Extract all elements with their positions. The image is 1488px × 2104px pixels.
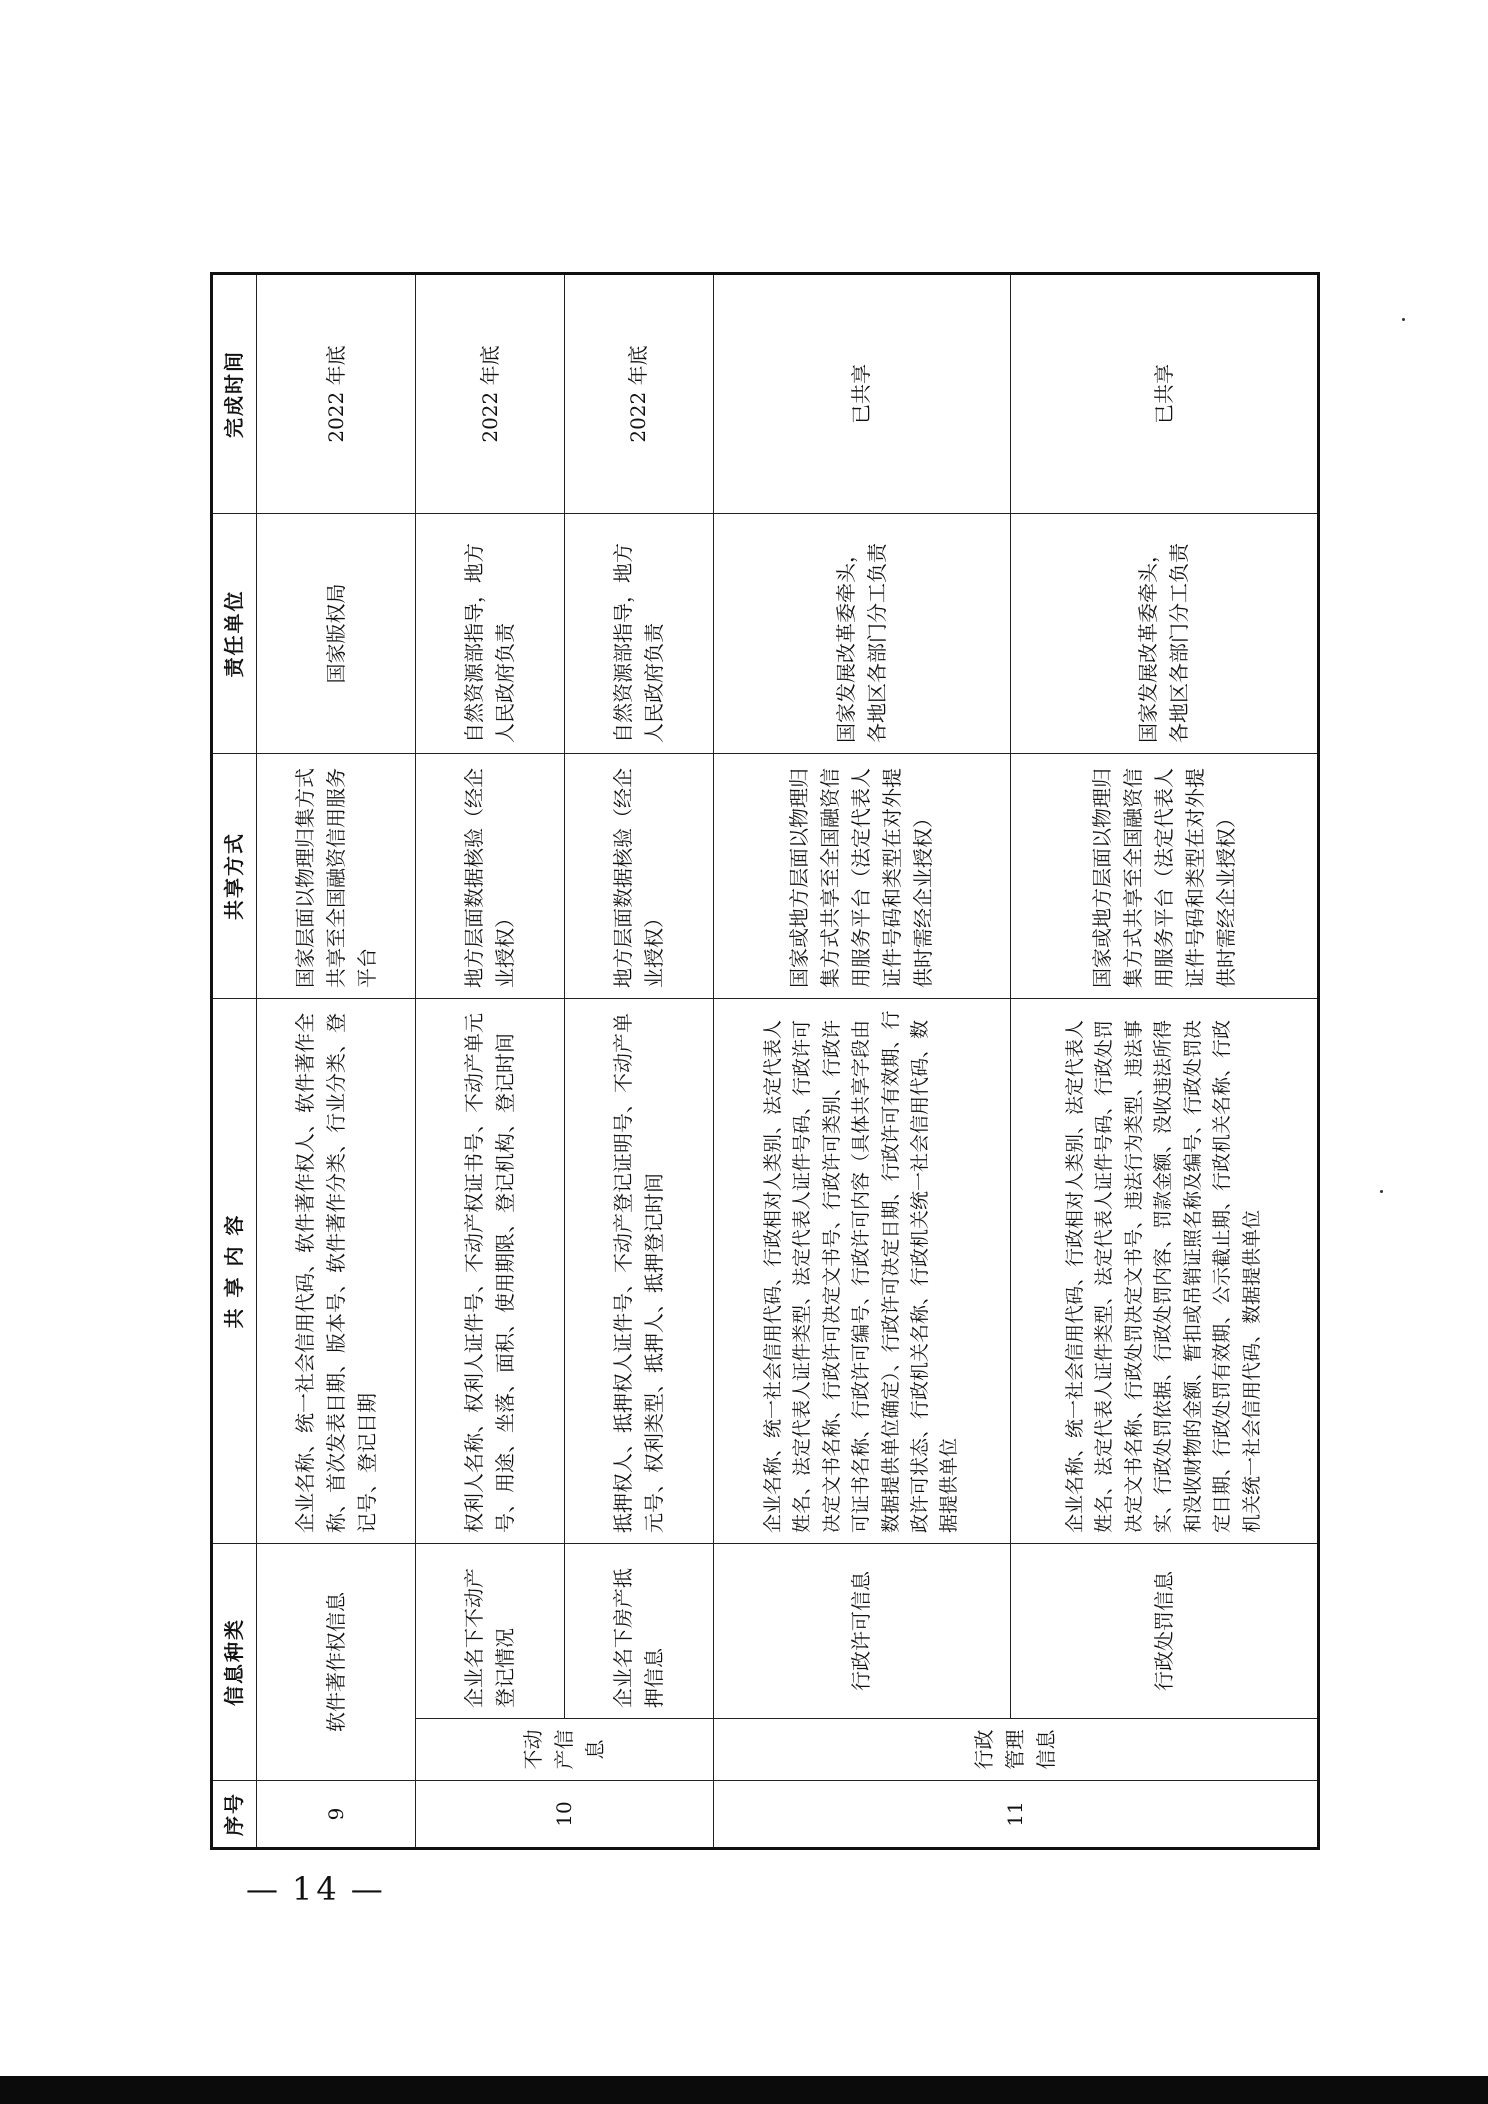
row-category: 企业名下房产抵押信息 <box>564 1544 713 1719</box>
scan-speck <box>1380 1190 1383 1193</box>
row-method: 国家层面以物理归集方式共享至全国融资信用服务平台 <box>257 754 416 999</box>
row-content: 企业名称、统一社会信用代码、行政相对人类别、法定代表人姓名、法定代表人证件类型、法定代表人证件号码、行政处罚决定文书名称、行政处罚决定文书号、违法行为类型、违法事实、行政处罚依据、行政处罚内容、罚款金额、没收违法所得和没收财物的金额、暂扣或吊销证照名称及编号、行政处罚决定日期、行政处罚有效期、公示截止期、行政机关名称、行政机关统一社会信用代码、数据提供单位 <box>1011 999 1319 1544</box>
rotated-table <box>210 275 1320 1850</box>
header-unit: 责任单位 <box>212 514 257 754</box>
rotated-table-region <box>210 275 1488 1836</box>
table-header-row <box>212 274 257 1849</box>
row-category: 企业名下不动产登记情况 <box>416 1544 565 1719</box>
row-time: 已共享 <box>713 274 1010 514</box>
page-dash-right: — <box>350 1870 387 1908</box>
row-category: 软件著作权信息 <box>257 1544 416 1781</box>
table-row <box>257 274 416 1849</box>
row-group: 不动产信息 <box>416 1719 713 1781</box>
row-method: 地方层面数据核验（经企业授权） <box>564 754 713 999</box>
header-method: 共享方式 <box>212 754 257 999</box>
table-row <box>416 274 565 1849</box>
row-time: 2022 年底 <box>416 274 565 514</box>
page-number-value: 14 <box>292 1870 341 1908</box>
scan-border <box>0 2076 1488 2104</box>
row-unit: 国家发展改革委牵头，各地区各部门分工负责 <box>713 514 1010 754</box>
row-unit: 自然资源部指导，地方人民政府负责 <box>416 514 565 754</box>
row-content: 企业名称、统一社会信用代码、软件著作权人、软件著作全称、首次发表日期、版本号、软件著作分类、行业分类、登记号、登记日期 <box>257 999 416 1544</box>
row-num: 9 <box>257 1781 416 1849</box>
row-method: 国家或地方层面以物理归集方式共享至全国融资信用服务平台（法定代表人证件号码和类型在对外提供时需经企业授权） <box>1011 754 1319 999</box>
row-num: 11 <box>713 1781 1318 1849</box>
table-row <box>713 274 1010 1849</box>
row-category: 行政许可信息 <box>713 1544 1010 1719</box>
row-time: 已共享 <box>1011 274 1319 514</box>
info-sharing-table <box>210 272 1320 1850</box>
table-row <box>564 274 713 1849</box>
scan-speck <box>1402 318 1405 321</box>
header-category: 信息种类 <box>212 1544 257 1781</box>
row-num: 10 <box>416 1781 713 1849</box>
row-content: 企业名称、统一社会信用代码、行政相对人类别、法定代表人姓名、法定代表人证件类型、法定代表人证件号码、行政许可决定文书名称、行政许可决定文书号、行政许可类别、行政许可证书名称、行政许可编号、行政许可内容（具体共享字段由数据提供单位确定）、行政许可决定日期、行政许可有效期、行政许可状态、行政机关名称、行政机关统一社会信用代码、数据提供单位 <box>713 999 1010 1544</box>
header-content: 共 享 内 容 <box>212 999 257 1544</box>
row-category: 行政处罚信息 <box>1011 1544 1319 1719</box>
row-unit: 国家发展改革委牵头，各地区各部门分工负责 <box>1011 514 1319 754</box>
header-num: 序号 <box>212 1781 257 1849</box>
page-number <box>236 1870 397 1908</box>
row-group: 行政管理信息 <box>713 1719 1318 1781</box>
row-method: 地方层面数据核验（经企业授权） <box>416 754 565 999</box>
row-unit: 自然资源部指导，地方人民政府负责 <box>564 514 713 754</box>
row-content: 权利人名称、权利人证件号、不动产权证书号、不动产单元号、用途、坐落、面积、使用期限、登记机构、登记时间 <box>416 999 565 1544</box>
header-time: 完成时间 <box>212 274 257 514</box>
row-method: 国家或地方层面以物理归集方式共享至全国融资信用服务平台（法定代表人证件号码和类型在对外提供时需经企业授权） <box>713 754 1010 999</box>
table-row <box>1011 274 1319 1849</box>
page-dash-left: — <box>246 1870 282 1908</box>
row-content: 抵押权人、抵押权人证件号、不动产登记证明号、不动产单元号、权利类型、抵押人、抵押登记时间 <box>564 999 713 1544</box>
row-time: 2022 年底 <box>564 274 713 514</box>
row-time: 2022 年底 <box>257 274 416 514</box>
row-unit: 国家版权局 <box>257 514 416 754</box>
